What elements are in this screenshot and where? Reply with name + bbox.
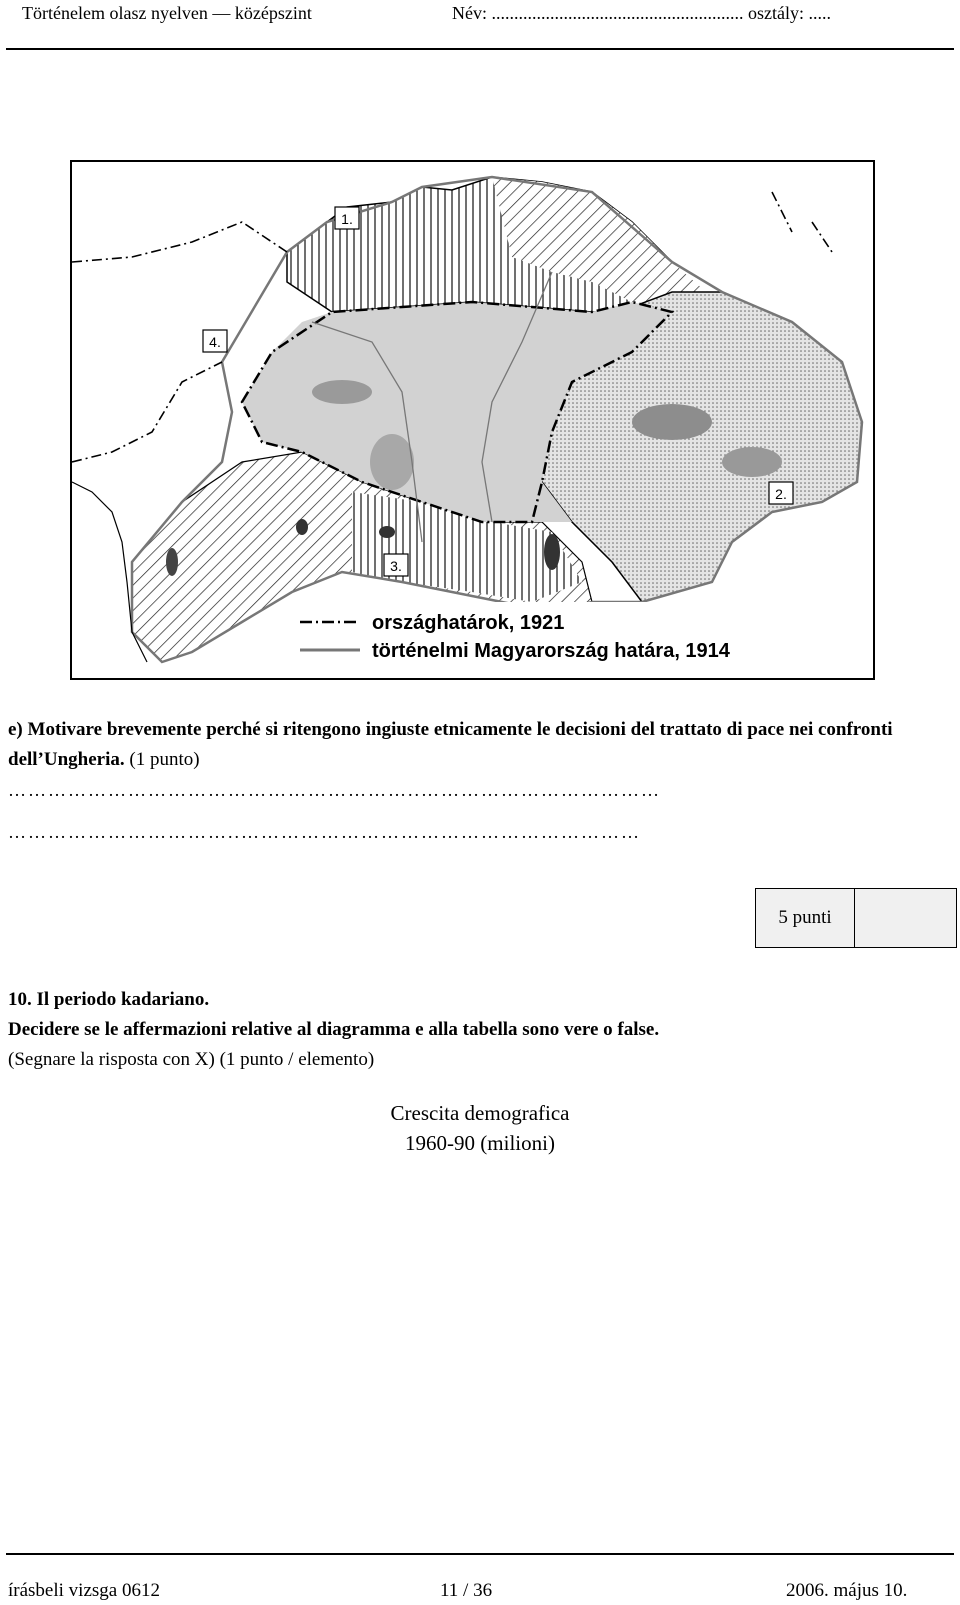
page-header <box>0 0 960 34</box>
question-e-prefix: e) <box>8 719 23 740</box>
section-10 <box>8 985 948 1075</box>
patch-6 <box>166 548 178 576</box>
map-legend <box>292 602 852 674</box>
map-graphic <box>72 162 873 678</box>
answer-line-1[interactable]: ……………………………………………………..……………………………… <box>8 780 661 800</box>
chart-caption-line1: Crescita demografica <box>390 1101 570 1125</box>
patch-7 <box>296 519 308 535</box>
map-label-1 <box>335 207 359 229</box>
svg-text:3.: 3. <box>390 558 402 574</box>
footer-date: 2006. május 10. <box>786 1580 908 1601</box>
section-10-title: 10. Il periodo kadariano. <box>8 989 210 1010</box>
section-10-note: (Segnare la risposta con X) (1 punto / elemento) <box>8 1049 375 1070</box>
footer-left: írásbeli vizsga 0612 <box>8 1580 160 1601</box>
score-box <box>755 888 957 948</box>
map-label-2 <box>769 482 793 504</box>
header-rule <box>6 48 954 50</box>
score-input[interactable] <box>855 889 956 947</box>
patch-1 <box>312 380 372 404</box>
header-name-class: Név: ........................................................ osztály: ..... <box>452 3 831 23</box>
footer-rule <box>6 1553 954 1555</box>
patch-8 <box>379 526 395 538</box>
question-e <box>8 715 948 775</box>
chart-caption-line2: 1960-90 (milioni) <box>405 1131 555 1155</box>
svg-text:1.: 1. <box>341 211 353 227</box>
question-e-text: Motivare brevemente perché si ritengono ingiuste etnicamente le decisioni del trattato di pace nei confronti dell’Ungheria. <box>8 719 893 770</box>
question-e-points: (1 punto) <box>129 749 200 770</box>
legend-text-1914: történelmi Magyarország határa, 1914 <box>372 640 730 662</box>
section-10-instruction: Decidere se le affermazioni relative al diagramma e alla tabella sono vere o false. <box>8 1019 660 1040</box>
patch-2 <box>370 434 414 490</box>
footer-page: 11 / 36 <box>440 1580 493 1601</box>
score-label: 5 punti <box>756 889 855 947</box>
map-label-3 <box>384 554 408 576</box>
svg-text:2.: 2. <box>775 486 787 502</box>
legend-text-1921: országhatárok, 1921 <box>372 612 565 634</box>
answer-line-2[interactable]: ……………………………..…………………………………………………… <box>8 822 641 842</box>
svg-text:4.: 4. <box>209 334 221 350</box>
patch-3 <box>632 404 712 440</box>
hungary-map <box>70 160 875 680</box>
map-label-4 <box>203 330 227 352</box>
patch-4 <box>722 447 782 477</box>
header-subject: Történelem olasz nyelven — középszint <box>22 3 312 23</box>
patch-5 <box>544 534 560 570</box>
